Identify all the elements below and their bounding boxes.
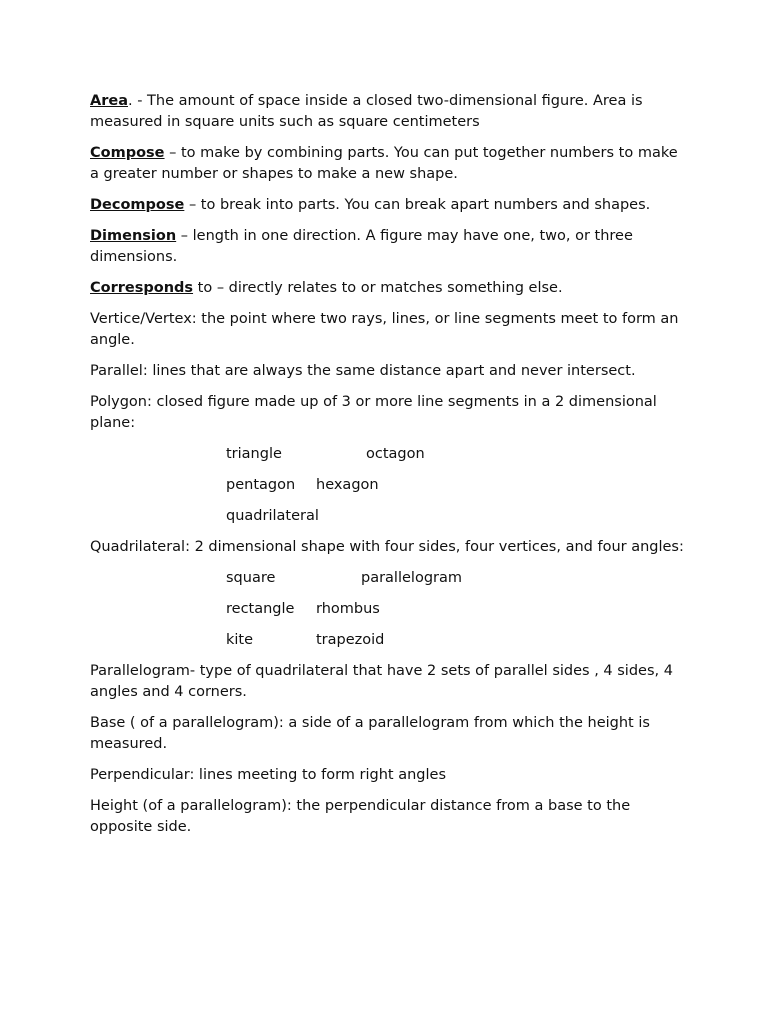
definition-base: Base ( of a parallelogram): a side of a parallelogram from which the height is measured.: [90, 715, 650, 752]
definition-vertex: Vertice/Vertex: the point where two rays, lines, or line segments meet to form an angle.: [90, 311, 679, 348]
quadrilateral-example: square: [226, 570, 276, 586]
definition-compose: [90, 143, 690, 185]
definition-quadrilateral: Quadrilateral: 2 dimensional shape with four sides, four vertices, and four angles:: [90, 539, 684, 555]
definition-polygon: Polygon: closed figure made up of 3 or more line segments in a 2 dimensional plane:: [90, 394, 657, 431]
quadrilateral-example: rhombus: [316, 601, 380, 617]
definition-area: [90, 91, 690, 133]
term-corresponds: Corresponds: [90, 280, 194, 296]
quadrilateral-example: rectangle: [226, 601, 295, 617]
definition-parallel: Parallel: lines that are always the same distance apart and never intersect.: [90, 363, 636, 379]
polygon-examples-row-3: [226, 506, 690, 527]
quadrilateral-examples-row-3: [226, 630, 690, 651]
quadrilateral-examples-row-2: [226, 599, 690, 620]
polygon-examples-row-1: [226, 444, 690, 465]
definition-area-text: . - The amount of space inside a closed two-dimensional figure. Area is measured in square units such as square centimeters: [90, 93, 643, 130]
quadrilateral-example: trapezoid: [316, 632, 385, 648]
quadrilateral-example: parallelogram: [361, 570, 462, 586]
definition-decompose-text: – to break into parts. You can break apart numbers and shapes.: [184, 197, 651, 213]
quadrilateral-examples-row-1: [226, 568, 690, 589]
polygon-example: quadrilateral: [226, 508, 319, 524]
definition-perpendicular: Perpendicular: lines meeting to form right angles: [90, 767, 446, 783]
polygon-example: octagon: [366, 446, 425, 462]
definition-dimension: [90, 226, 690, 268]
quadrilateral-example: kite: [226, 632, 254, 648]
polygon-examples-row-2: [226, 475, 690, 496]
term-compose: Compose: [90, 145, 165, 161]
definition-compose-text: – to make by combining parts. You can put together numbers to make a greater number or shapes to make a new shape.: [90, 145, 678, 182]
definition-corresponds: [90, 278, 690, 299]
polygon-example: triangle: [226, 446, 282, 462]
definition-height: Height (of a parallelogram): the perpendicular distance from a base to the opposite side.: [90, 798, 631, 835]
polygon-example: hexagon: [316, 477, 379, 493]
definition-decompose: [90, 195, 690, 216]
document-page: [90, 91, 690, 848]
definition-parallelogram: Parallelogram- type of quadrilateral that have 2 sets of parallel sides , 4 sides, 4 angles and 4 corners.: [90, 663, 673, 700]
term-area: Area: [90, 93, 128, 109]
term-decompose: Decompose: [90, 197, 185, 213]
definition-dimension-text: – length in one direction. A figure may have one, two, or three dimensions.: [90, 228, 633, 265]
polygon-example: pentagon: [226, 477, 296, 493]
term-dimension: Dimension: [90, 228, 177, 244]
definition-corresponds-text: to – directly relates to or matches something else.: [193, 280, 563, 296]
